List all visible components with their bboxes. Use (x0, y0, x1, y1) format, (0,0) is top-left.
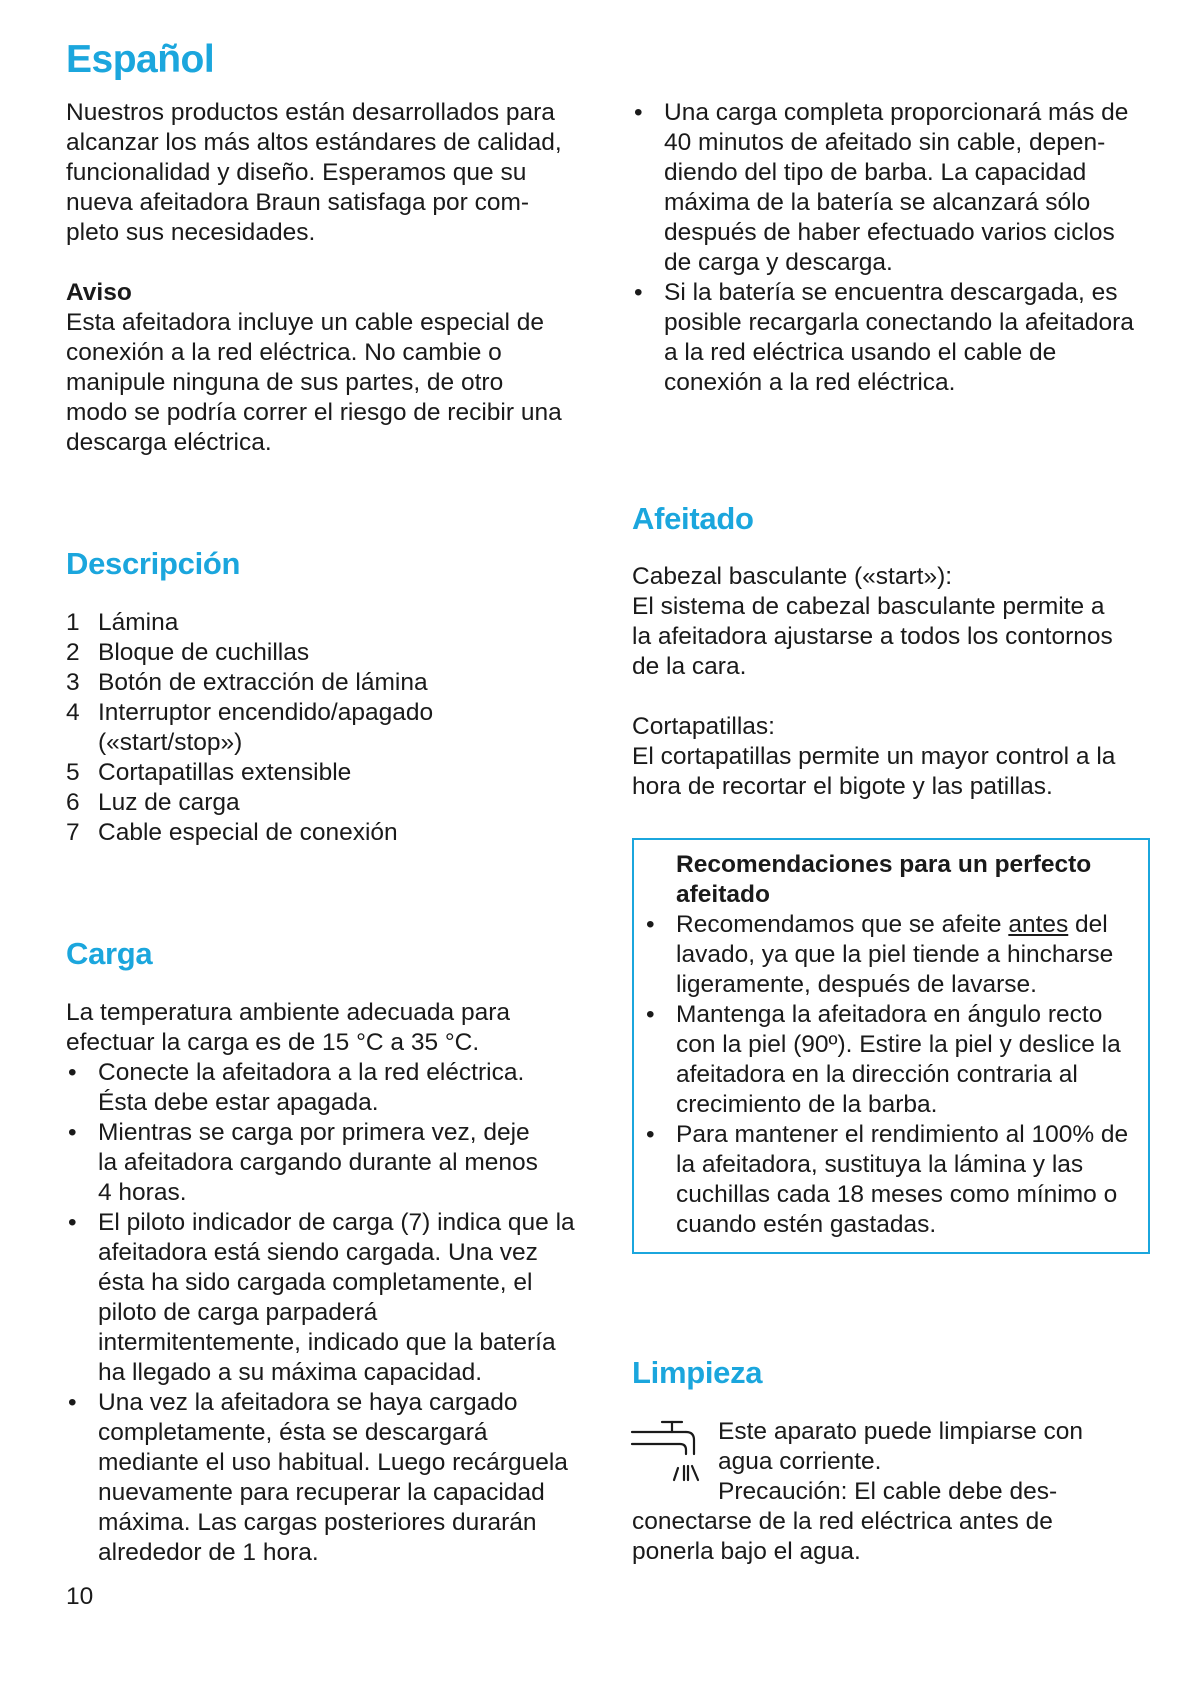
cleaning-line: conectarse de la red eléctrica antes de (632, 1508, 1053, 1535)
page-number: 10 (66, 1583, 94, 1610)
tip-text: del lavado, ya que la piel tiende a hincharse ligeramente, después de lavarse. (676, 911, 1114, 998)
item-number: 3 (66, 669, 80, 696)
tip-item: • Para mantener el rendimiento al 100% de la afeitadora, sustituya la lámina y las cuchillas cada 18 meses como mínimo o cuando estén gastadas. (644, 1120, 1136, 1240)
description-item (66, 758, 586, 788)
charging-bullet: • El piloto indicador de carga (7) indica que la afeitadora está siendo cargada. Una vez ésta ha sido cargada completamente, el piloto de carga parpaderá intermitentemente, indicado que la batería ha llegado a su máxima capacidad. (66, 1208, 586, 1388)
item-number: 2 (66, 639, 80, 666)
item-label: Luz de carga (98, 789, 240, 816)
shaving-heading: Afeitado (632, 501, 754, 536)
item-number: 4 (66, 699, 80, 726)
description-item (66, 608, 586, 638)
description-item (66, 638, 586, 668)
item-number: 1 (66, 609, 80, 636)
tips-title: Recomendaciones para un perfecto afeitado (676, 851, 1092, 908)
charging-bullet: • Una vez la afeitadora se haya cargado completamente, ésta se descargará mediante el uso habitual. Luego recárguela nuevamente para recuperar la capacidad máxima. Las cargas posteriores durarán alrededor de 1 hora. (66, 1388, 586, 1568)
description-item (66, 668, 586, 698)
right-column (632, 0, 1152, 800)
item-label: Cortapatillas extensible (98, 759, 352, 786)
description-item (66, 788, 586, 818)
item-label: Bloque de cuchillas (98, 639, 310, 666)
item-label: Cable especial de conexión (98, 819, 398, 846)
cleaning-paragraph (632, 1417, 1152, 1567)
tip-text: Recomendamos que se afeite (676, 911, 1009, 938)
cleaning-line: ponerla bajo el agua. (632, 1538, 861, 1565)
description-item (66, 698, 586, 758)
cleaning-line: Este aparato puede limpiarse con (718, 1418, 1083, 1445)
trimmer-paragraph: Cortapatillas: El cortapatillas permite un mayor control a la hora de recortar el bigote y las patillas. (632, 713, 1116, 800)
cleaning-line: Precaución: El cable debe des- (718, 1478, 1058, 1505)
item-number: 6 (66, 789, 80, 816)
item-label: Lámina (98, 609, 179, 636)
item-label: Interruptor encendido/apagado («start/stop») (98, 699, 434, 756)
pivot-head-paragraph: Cabezal basculante («start»): El sistema de cabezal basculante permite a la afeitadora ajustarse a todos los contornos de la cara. (632, 563, 1113, 680)
shaving-tips-box (632, 838, 1150, 1254)
cleaning-line: agua corriente. (718, 1448, 882, 1475)
item-number: 5 (66, 759, 80, 786)
warning-paragraph: Esta afeitadora incluye un cable especial de conexión a la red eléctrica. No cambie o manipule ninguna de sus partes, de otro modo se podría correr el riesgo de recibir una descarga eléctrica. (66, 309, 562, 456)
cleaning-heading: Limpieza (632, 1355, 763, 1390)
charging-bullet: • Conecte la afeitadora a la red eléctrica. Ésta debe estar apagada. (66, 1058, 586, 1118)
item-number: 7 (66, 819, 80, 846)
charging-bullets-continued (632, 98, 1152, 398)
tip-emphasis: antes (1008, 911, 1069, 938)
left-column (66, 0, 586, 1684)
description-item (66, 818, 586, 848)
charging-bullet: • Mientras se carga por primera vez, deje la afeitadora cargando durante al menos 4 horas. (66, 1118, 586, 1208)
charging-bullet: • Una carga completa proporcionará más de 40 minutos de afeitado sin cable, depen- diendo del tipo de barba. La capacidad máxima de la batería se alcanzará sólo después de haber efectuado varios ciclos de carga y descarga. (632, 98, 1152, 278)
tip-item: • Mantenga la afeitadora en ángulo recto con la piel (90º). Estire la piel y deslice la afeitadora en la dirección contraria al crecimiento de la barba. (644, 1000, 1136, 1120)
description-list (66, 608, 586, 848)
charging-heading: Carga (66, 936, 153, 971)
charging-bullet: • Si la batería se encuentra descargada, es posible recargarla conectando la afeitadora a la red eléctrica usando el cable de conexión a la red eléctrica. (632, 278, 1152, 398)
item-label: Botón de extracción de lámina (98, 669, 428, 696)
tip-item (644, 910, 1136, 1000)
description-heading: Descripción (66, 546, 241, 581)
page-title: Español (66, 38, 215, 81)
charging-intro: La temperatura ambiente adecuada para efectuar la carga es de 15 °C a 35 °C. (66, 999, 511, 1056)
charging-bullets (66, 1058, 586, 1568)
tips-list (644, 910, 1136, 1240)
warning-heading: Aviso (66, 279, 132, 306)
intro-paragraph: Nuestros productos están desarrollados para alcanzar los más altos estándares de calidad, funcionalidad y diseño. Esperamos que su nueva afeitadora Braun satisfaga por com- pleto sus necesidades. (66, 99, 562, 246)
